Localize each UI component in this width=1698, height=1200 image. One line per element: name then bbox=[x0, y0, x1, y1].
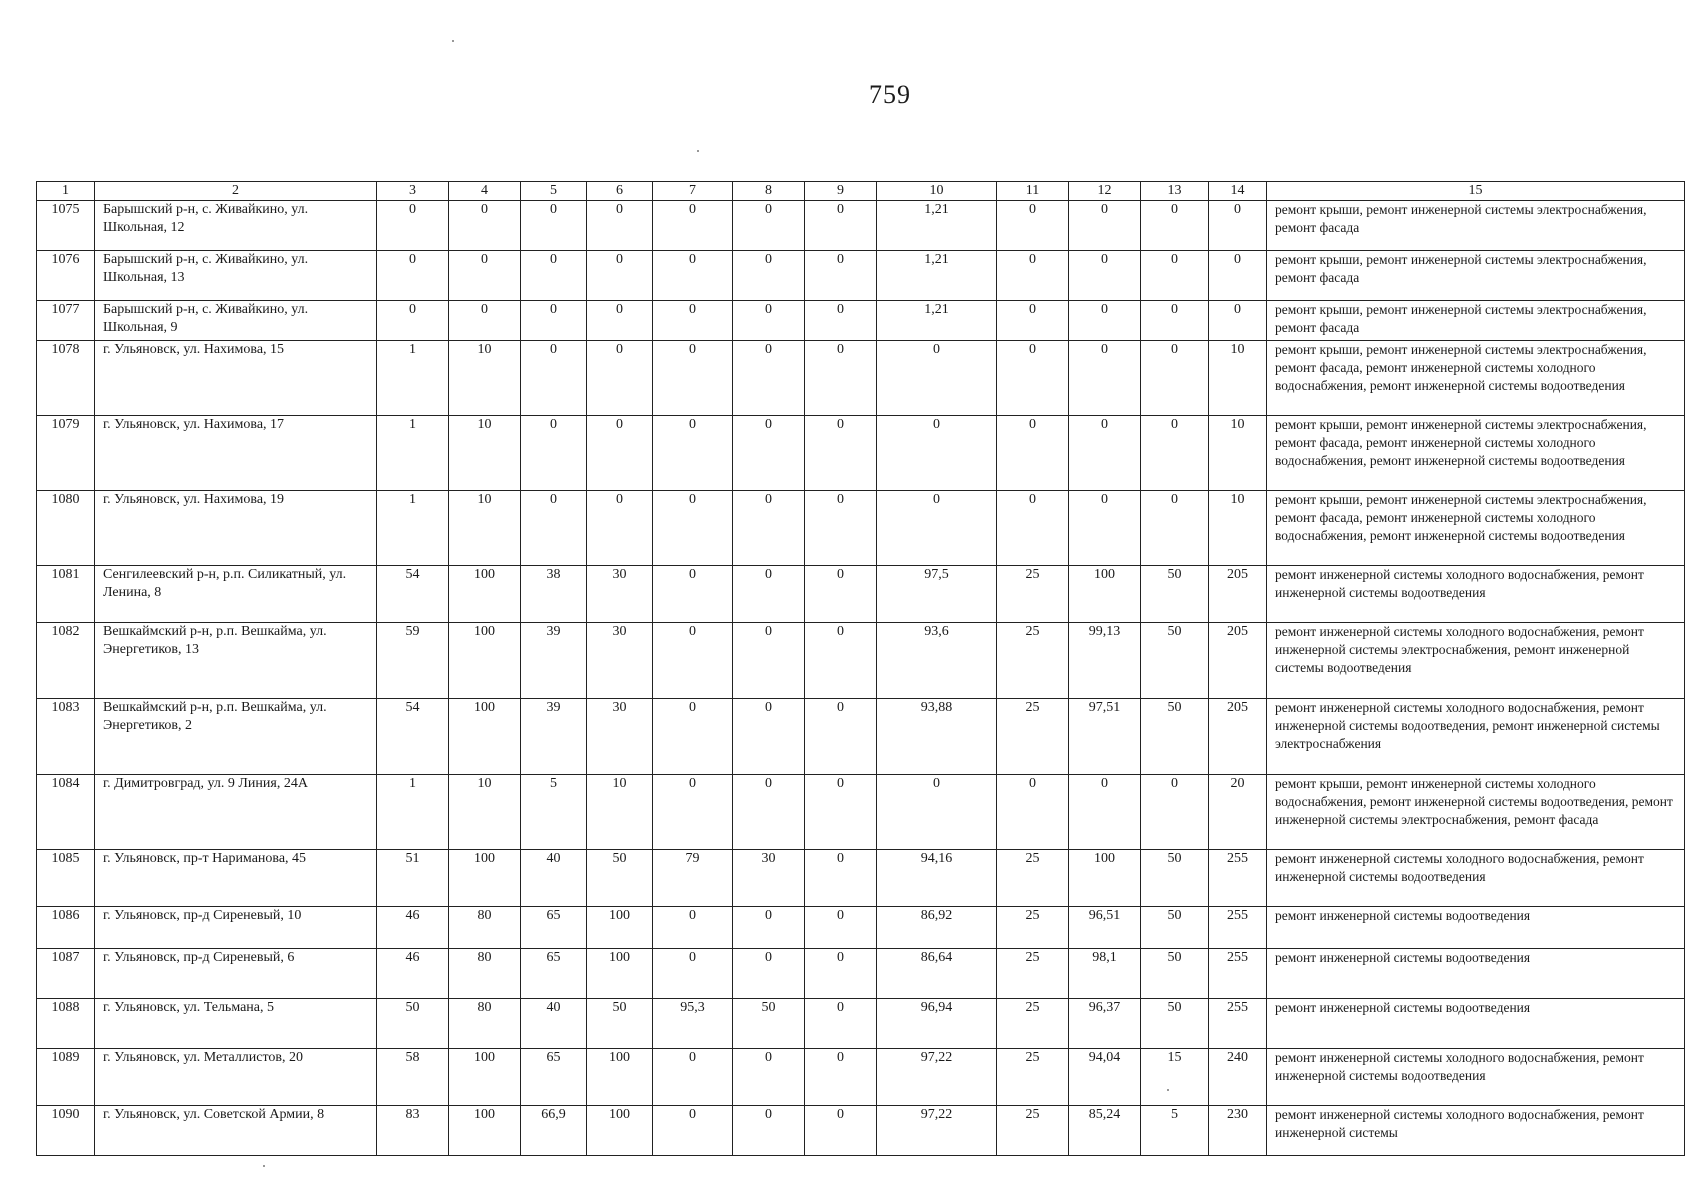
value-cell-c9: 0 bbox=[805, 251, 877, 301]
value-cell-c11: 25 bbox=[997, 566, 1069, 623]
value-cell-c8: 0 bbox=[733, 1049, 805, 1106]
address-cell: г. Ульяновск, ул. Советской Армии, 8 bbox=[95, 1106, 377, 1156]
value-cell-c14: 205 bbox=[1209, 699, 1267, 775]
value-cell-c5: 39 bbox=[521, 623, 587, 699]
value-cell-c11: 0 bbox=[997, 251, 1069, 301]
table-row bbox=[37, 566, 1685, 623]
value-cell-c4: 10 bbox=[449, 341, 521, 416]
address-cell: г. Ульяновск, ул. Металлистов, 20 bbox=[95, 1049, 377, 1106]
value-cell-c12: 0 bbox=[1069, 775, 1141, 850]
value-cell-c12: 94,04 bbox=[1069, 1049, 1141, 1106]
value-cell-c6: 0 bbox=[587, 251, 653, 301]
address-cell: Барышский р-н, с. Живайкино, ул. Школьная, 13 bbox=[95, 251, 377, 301]
value-cell-c10: 1,21 bbox=[877, 251, 997, 301]
table-container bbox=[36, 181, 1673, 1156]
value-cell-c14: 0 bbox=[1209, 301, 1267, 341]
value-cell-c9: 0 bbox=[805, 1106, 877, 1156]
value-cell-c13: 50 bbox=[1141, 623, 1209, 699]
value-cell-c10: 1,21 bbox=[877, 301, 997, 341]
value-cell-c9: 0 bbox=[805, 341, 877, 416]
value-cell-c13: 0 bbox=[1141, 251, 1209, 301]
address-cell: г. Ульяновск, пр-т Нариманова, 45 bbox=[95, 850, 377, 907]
table-row bbox=[37, 341, 1685, 416]
table-row bbox=[37, 1106, 1685, 1156]
value-cell-c8: 0 bbox=[733, 775, 805, 850]
value-cell-c14: 0 bbox=[1209, 251, 1267, 301]
value-cell-c14: 255 bbox=[1209, 907, 1267, 949]
value-cell-c7: 79 bbox=[653, 850, 733, 907]
value-cell-c14: 10 bbox=[1209, 341, 1267, 416]
scan-speck bbox=[1167, 1089, 1169, 1091]
value-cell-c5: 0 bbox=[521, 416, 587, 491]
value-cell-c7: 0 bbox=[653, 623, 733, 699]
table-row bbox=[37, 775, 1685, 850]
row-number: 1090 bbox=[37, 1106, 95, 1156]
value-cell-c10: 86,64 bbox=[877, 949, 997, 999]
value-cell-c8: 0 bbox=[733, 251, 805, 301]
value-cell-c3: 1 bbox=[377, 341, 449, 416]
column-header-3: 3 bbox=[377, 182, 449, 201]
table-row bbox=[37, 416, 1685, 491]
value-cell-c5: 65 bbox=[521, 949, 587, 999]
works-cell: ремонт инженерной системы холодного водоснабжения, ремонт инженерной системы водоотведения bbox=[1267, 850, 1685, 907]
scan-speck bbox=[263, 1165, 265, 1167]
value-cell-c7: 0 bbox=[653, 491, 733, 566]
value-cell-c9: 0 bbox=[805, 850, 877, 907]
value-cell-c10: 96,94 bbox=[877, 999, 997, 1049]
column-header-13: 13 bbox=[1141, 182, 1209, 201]
value-cell-c10: 97,5 bbox=[877, 566, 997, 623]
value-cell-c14: 20 bbox=[1209, 775, 1267, 850]
table-row bbox=[37, 699, 1685, 775]
value-cell-c12: 96,51 bbox=[1069, 907, 1141, 949]
value-cell-c9: 0 bbox=[805, 775, 877, 850]
value-cell-c12: 99,13 bbox=[1069, 623, 1141, 699]
value-cell-c13: 0 bbox=[1141, 775, 1209, 850]
value-cell-c6: 100 bbox=[587, 1106, 653, 1156]
value-cell-c7: 0 bbox=[653, 775, 733, 850]
value-cell-c3: 46 bbox=[377, 949, 449, 999]
value-cell-c7: 0 bbox=[653, 949, 733, 999]
value-cell-c13: 50 bbox=[1141, 699, 1209, 775]
value-cell-c7: 0 bbox=[653, 301, 733, 341]
value-cell-c12: 0 bbox=[1069, 341, 1141, 416]
value-cell-c10: 93,88 bbox=[877, 699, 997, 775]
address-cell: г. Димитровград, ул. 9 Линия, 24А bbox=[95, 775, 377, 850]
works-cell: ремонт инженерной системы холодного водоснабжения, ремонт инженерной системы водоотведения, ремонт инженерной системы электроснабжения bbox=[1267, 699, 1685, 775]
value-cell-c4: 10 bbox=[449, 491, 521, 566]
value-cell-c13: 50 bbox=[1141, 999, 1209, 1049]
works-cell: ремонт крыши, ремонт инженерной системы холодного водоснабжения, ремонт инженерной системы водоотведения, ремонт инженерной системы электроснабжения, ремонт фасада bbox=[1267, 775, 1685, 850]
address-cell: Вешкаймский р-н, р.п. Вешкайма, ул. Энергетиков, 13 bbox=[95, 623, 377, 699]
value-cell-c6: 100 bbox=[587, 1049, 653, 1106]
value-cell-c11: 25 bbox=[997, 1049, 1069, 1106]
value-cell-c6: 50 bbox=[587, 850, 653, 907]
value-cell-c5: 40 bbox=[521, 850, 587, 907]
value-cell-c10: 97,22 bbox=[877, 1106, 997, 1156]
value-cell-c9: 0 bbox=[805, 699, 877, 775]
value-cell-c7: 0 bbox=[653, 416, 733, 491]
scan-speck bbox=[452, 40, 454, 42]
value-cell-c10: 93,6 bbox=[877, 623, 997, 699]
address-cell: г. Ульяновск, ул. Нахимова, 17 bbox=[95, 416, 377, 491]
value-cell-c12: 0 bbox=[1069, 416, 1141, 491]
value-cell-c7: 0 bbox=[653, 1106, 733, 1156]
value-cell-c6: 0 bbox=[587, 416, 653, 491]
value-cell-c13: 50 bbox=[1141, 850, 1209, 907]
value-cell-c6: 0 bbox=[587, 301, 653, 341]
column-header-7: 7 bbox=[653, 182, 733, 201]
value-cell-c7: 0 bbox=[653, 699, 733, 775]
value-cell-c10: 86,92 bbox=[877, 907, 997, 949]
value-cell-c4: 80 bbox=[449, 999, 521, 1049]
works-cell: ремонт крыши, ремонт инженерной системы электроснабжения, ремонт фасада, ремонт инженерной системы холодного водоснабжения, ремонт инженерной системы водоотведения bbox=[1267, 341, 1685, 416]
value-cell-c8: 0 bbox=[733, 201, 805, 251]
value-cell-c3: 51 bbox=[377, 850, 449, 907]
table-row bbox=[37, 623, 1685, 699]
value-cell-c5: 40 bbox=[521, 999, 587, 1049]
value-cell-c13: 0 bbox=[1141, 491, 1209, 566]
value-cell-c5: 0 bbox=[521, 491, 587, 566]
row-number: 1077 bbox=[37, 301, 95, 341]
value-cell-c12: 0 bbox=[1069, 491, 1141, 566]
value-cell-c13: 15 bbox=[1141, 1049, 1209, 1106]
value-cell-c5: 39 bbox=[521, 699, 587, 775]
value-cell-c12: 98,1 bbox=[1069, 949, 1141, 999]
value-cell-c4: 100 bbox=[449, 850, 521, 907]
value-cell-c12: 100 bbox=[1069, 850, 1141, 907]
value-cell-c10: 0 bbox=[877, 775, 997, 850]
value-cell-c7: 0 bbox=[653, 251, 733, 301]
value-cell-c7: 95,3 bbox=[653, 999, 733, 1049]
value-cell-c9: 0 bbox=[805, 949, 877, 999]
value-cell-c11: 0 bbox=[997, 416, 1069, 491]
works-cell: ремонт инженерной системы холодного водоснабжения, ремонт инженерной системы водоотведения bbox=[1267, 1049, 1685, 1106]
row-number: 1086 bbox=[37, 907, 95, 949]
value-cell-c14: 255 bbox=[1209, 949, 1267, 999]
address-cell: г. Ульяновск, ул. Тельмана, 5 bbox=[95, 999, 377, 1049]
value-cell-c11: 0 bbox=[997, 775, 1069, 850]
value-cell-c10: 97,22 bbox=[877, 1049, 997, 1106]
works-cell: ремонт инженерной системы водоотведения bbox=[1267, 949, 1685, 999]
column-header-8: 8 bbox=[733, 182, 805, 201]
value-cell-c8: 0 bbox=[733, 1106, 805, 1156]
column-header-6: 6 bbox=[587, 182, 653, 201]
table-row bbox=[37, 999, 1685, 1049]
row-number: 1075 bbox=[37, 201, 95, 251]
value-cell-c3: 0 bbox=[377, 251, 449, 301]
value-cell-c5: 5 bbox=[521, 775, 587, 850]
value-cell-c8: 0 bbox=[733, 301, 805, 341]
value-cell-c5: 66,9 bbox=[521, 1106, 587, 1156]
table-row bbox=[37, 491, 1685, 566]
address-cell: Вешкаймский р-н, р.п. Вешкайма, ул. Энергетиков, 2 bbox=[95, 699, 377, 775]
value-cell-c7: 0 bbox=[653, 566, 733, 623]
value-cell-c3: 54 bbox=[377, 699, 449, 775]
works-cell: ремонт крыши, ремонт инженерной системы электроснабжения, ремонт фасада, ремонт инженерной системы холодного водоснабжения, ремонт инженерной системы водоотведения bbox=[1267, 491, 1685, 566]
row-number: 1082 bbox=[37, 623, 95, 699]
works-cell: ремонт инженерной системы холодного водоснабжения, ремонт инженерной системы водоотведения bbox=[1267, 566, 1685, 623]
value-cell-c13: 50 bbox=[1141, 949, 1209, 999]
works-cell: ремонт крыши, ремонт инженерной системы электроснабжения, ремонт фасада bbox=[1267, 201, 1685, 251]
value-cell-c6: 30 bbox=[587, 699, 653, 775]
value-cell-c12: 0 bbox=[1069, 201, 1141, 251]
header-row bbox=[37, 182, 1685, 201]
value-cell-c9: 0 bbox=[805, 491, 877, 566]
value-cell-c11: 25 bbox=[997, 1106, 1069, 1156]
table-body bbox=[37, 201, 1685, 1156]
value-cell-c8: 0 bbox=[733, 949, 805, 999]
table-row bbox=[37, 251, 1685, 301]
value-cell-c3: 1 bbox=[377, 416, 449, 491]
value-cell-c4: 100 bbox=[449, 566, 521, 623]
value-cell-c14: 230 bbox=[1209, 1106, 1267, 1156]
value-cell-c5: 0 bbox=[521, 341, 587, 416]
value-cell-c4: 0 bbox=[449, 301, 521, 341]
value-cell-c7: 0 bbox=[653, 341, 733, 416]
value-cell-c4: 100 bbox=[449, 1106, 521, 1156]
address-cell: Сенгилеевский р-н, р.п. Силикатный, ул. Ленина, 8 bbox=[95, 566, 377, 623]
row-number: 1085 bbox=[37, 850, 95, 907]
value-cell-c9: 0 bbox=[805, 907, 877, 949]
value-cell-c14: 205 bbox=[1209, 566, 1267, 623]
column-header-10: 10 bbox=[877, 182, 997, 201]
value-cell-c11: 25 bbox=[997, 623, 1069, 699]
value-cell-c8: 0 bbox=[733, 907, 805, 949]
value-cell-c4: 80 bbox=[449, 949, 521, 999]
value-cell-c11: 0 bbox=[997, 201, 1069, 251]
value-cell-c12: 100 bbox=[1069, 566, 1141, 623]
value-cell-c3: 59 bbox=[377, 623, 449, 699]
value-cell-c3: 54 bbox=[377, 566, 449, 623]
works-cell: ремонт крыши, ремонт инженерной системы электроснабжения, ремонт фасада bbox=[1267, 301, 1685, 341]
value-cell-c3: 0 bbox=[377, 201, 449, 251]
value-cell-c10: 94,16 bbox=[877, 850, 997, 907]
column-header-11: 11 bbox=[997, 182, 1069, 201]
value-cell-c6: 30 bbox=[587, 623, 653, 699]
works-cell: ремонт инженерной системы водоотведения bbox=[1267, 999, 1685, 1049]
value-cell-c5: 65 bbox=[521, 1049, 587, 1106]
value-cell-c9: 0 bbox=[805, 999, 877, 1049]
value-cell-c14: 205 bbox=[1209, 623, 1267, 699]
value-cell-c11: 0 bbox=[997, 491, 1069, 566]
value-cell-c14: 10 bbox=[1209, 416, 1267, 491]
value-cell-c9: 0 bbox=[805, 623, 877, 699]
row-number: 1079 bbox=[37, 416, 95, 491]
value-cell-c8: 0 bbox=[733, 416, 805, 491]
value-cell-c6: 100 bbox=[587, 907, 653, 949]
value-cell-c13: 50 bbox=[1141, 566, 1209, 623]
value-cell-c3: 58 bbox=[377, 1049, 449, 1106]
value-cell-c3: 46 bbox=[377, 907, 449, 949]
value-cell-c9: 0 bbox=[805, 1049, 877, 1106]
row-number: 1089 bbox=[37, 1049, 95, 1106]
value-cell-c8: 50 bbox=[733, 999, 805, 1049]
column-header-2: 2 bbox=[95, 182, 377, 201]
value-cell-c3: 1 bbox=[377, 775, 449, 850]
value-cell-c13: 0 bbox=[1141, 416, 1209, 491]
row-number: 1080 bbox=[37, 491, 95, 566]
value-cell-c9: 0 bbox=[805, 566, 877, 623]
value-cell-c12: 97,51 bbox=[1069, 699, 1141, 775]
column-header-14: 14 bbox=[1209, 182, 1267, 201]
value-cell-c9: 0 bbox=[805, 201, 877, 251]
value-cell-c4: 10 bbox=[449, 416, 521, 491]
column-header-5: 5 bbox=[521, 182, 587, 201]
repair-table bbox=[36, 181, 1685, 1156]
value-cell-c10: 0 bbox=[877, 491, 997, 566]
row-number: 1084 bbox=[37, 775, 95, 850]
value-cell-c12: 0 bbox=[1069, 251, 1141, 301]
value-cell-c11: 0 bbox=[997, 341, 1069, 416]
value-cell-c3: 1 bbox=[377, 491, 449, 566]
value-cell-c5: 0 bbox=[521, 301, 587, 341]
value-cell-c3: 50 bbox=[377, 999, 449, 1049]
value-cell-c4: 0 bbox=[449, 251, 521, 301]
row-number: 1078 bbox=[37, 341, 95, 416]
value-cell-c14: 0 bbox=[1209, 201, 1267, 251]
address-cell: г. Ульяновск, ул. Нахимова, 19 bbox=[95, 491, 377, 566]
column-header-1: 1 bbox=[37, 182, 95, 201]
value-cell-c6: 0 bbox=[587, 341, 653, 416]
value-cell-c3: 83 bbox=[377, 1106, 449, 1156]
table-row bbox=[37, 1049, 1685, 1106]
value-cell-c10: 0 bbox=[877, 416, 997, 491]
value-cell-c4: 10 bbox=[449, 775, 521, 850]
table-row bbox=[37, 850, 1685, 907]
value-cell-c4: 80 bbox=[449, 907, 521, 949]
value-cell-c11: 25 bbox=[997, 999, 1069, 1049]
value-cell-c6: 100 bbox=[587, 949, 653, 999]
value-cell-c7: 0 bbox=[653, 1049, 733, 1106]
value-cell-c13: 0 bbox=[1141, 341, 1209, 416]
row-number: 1076 bbox=[37, 251, 95, 301]
scan-speck bbox=[697, 150, 699, 152]
row-number: 1081 bbox=[37, 566, 95, 623]
value-cell-c13: 50 bbox=[1141, 907, 1209, 949]
works-cell: ремонт инженерной системы холодного водоснабжения, ремонт инженерной системы bbox=[1267, 1106, 1685, 1156]
value-cell-c5: 0 bbox=[521, 251, 587, 301]
value-cell-c11: 25 bbox=[997, 949, 1069, 999]
value-cell-c9: 0 bbox=[805, 416, 877, 491]
value-cell-c4: 100 bbox=[449, 1049, 521, 1106]
value-cell-c11: 25 bbox=[997, 699, 1069, 775]
works-cell: ремонт крыши, ремонт инженерной системы электроснабжения, ремонт фасада bbox=[1267, 251, 1685, 301]
value-cell-c12: 0 bbox=[1069, 301, 1141, 341]
value-cell-c9: 0 bbox=[805, 301, 877, 341]
value-cell-c3: 0 bbox=[377, 301, 449, 341]
address-cell: г. Ульяновск, пр-д Сиреневый, 6 bbox=[95, 949, 377, 999]
works-cell: ремонт инженерной системы водоотведения bbox=[1267, 907, 1685, 949]
row-number: 1083 bbox=[37, 699, 95, 775]
value-cell-c4: 0 bbox=[449, 201, 521, 251]
column-header-12: 12 bbox=[1069, 182, 1141, 201]
value-cell-c6: 50 bbox=[587, 999, 653, 1049]
value-cell-c5: 0 bbox=[521, 201, 587, 251]
column-header-15: 15 bbox=[1267, 182, 1685, 201]
works-cell: ремонт крыши, ремонт инженерной системы электроснабжения, ремонт фасада, ремонт инженерной системы холодного водоснабжения, ремонт инженерной системы водоотведения bbox=[1267, 416, 1685, 491]
value-cell-c8: 0 bbox=[733, 623, 805, 699]
address-cell: г. Ульяновск, ул. Нахимова, 15 bbox=[95, 341, 377, 416]
value-cell-c7: 0 bbox=[653, 201, 733, 251]
table-row bbox=[37, 907, 1685, 949]
value-cell-c6: 10 bbox=[587, 775, 653, 850]
value-cell-c11: 25 bbox=[997, 850, 1069, 907]
address-cell: г. Ульяновск, пр-д Сиреневый, 10 bbox=[95, 907, 377, 949]
value-cell-c8: 0 bbox=[733, 566, 805, 623]
value-cell-c4: 100 bbox=[449, 699, 521, 775]
value-cell-c10: 0 bbox=[877, 341, 997, 416]
value-cell-c8: 0 bbox=[733, 699, 805, 775]
value-cell-c12: 85,24 bbox=[1069, 1106, 1141, 1156]
value-cell-c5: 65 bbox=[521, 907, 587, 949]
value-cell-c14: 255 bbox=[1209, 999, 1267, 1049]
value-cell-c5: 38 bbox=[521, 566, 587, 623]
value-cell-c14: 240 bbox=[1209, 1049, 1267, 1106]
table-row bbox=[37, 301, 1685, 341]
value-cell-c7: 0 bbox=[653, 907, 733, 949]
page-number: 759 bbox=[869, 80, 911, 109]
table-row bbox=[37, 949, 1685, 999]
value-cell-c6: 0 bbox=[587, 491, 653, 566]
value-cell-c10: 1,21 bbox=[877, 201, 997, 251]
row-number: 1088 bbox=[37, 999, 95, 1049]
value-cell-c6: 30 bbox=[587, 566, 653, 623]
value-cell-c11: 25 bbox=[997, 907, 1069, 949]
value-cell-c13: 0 bbox=[1141, 301, 1209, 341]
works-cell: ремонт инженерной системы холодного водоснабжения, ремонт инженерной системы электроснабжения, ремонт инженерной системы водоотведения bbox=[1267, 623, 1685, 699]
column-header-9: 9 bbox=[805, 182, 877, 201]
value-cell-c6: 0 bbox=[587, 201, 653, 251]
table-row bbox=[37, 201, 1685, 251]
row-number: 1087 bbox=[37, 949, 95, 999]
value-cell-c13: 5 bbox=[1141, 1106, 1209, 1156]
address-cell: Барышский р-н, с. Живайкино, ул. Школьная, 9 bbox=[95, 301, 377, 341]
value-cell-c14: 10 bbox=[1209, 491, 1267, 566]
address-cell: Барышский р-н, с. Живайкино, ул. Школьная, 12 bbox=[95, 201, 377, 251]
value-cell-c4: 100 bbox=[449, 623, 521, 699]
value-cell-c14: 255 bbox=[1209, 850, 1267, 907]
value-cell-c8: 30 bbox=[733, 850, 805, 907]
value-cell-c13: 0 bbox=[1141, 201, 1209, 251]
value-cell-c8: 0 bbox=[733, 491, 805, 566]
value-cell-c12: 96,37 bbox=[1069, 999, 1141, 1049]
column-header-4: 4 bbox=[449, 182, 521, 201]
value-cell-c11: 0 bbox=[997, 301, 1069, 341]
value-cell-c8: 0 bbox=[733, 341, 805, 416]
